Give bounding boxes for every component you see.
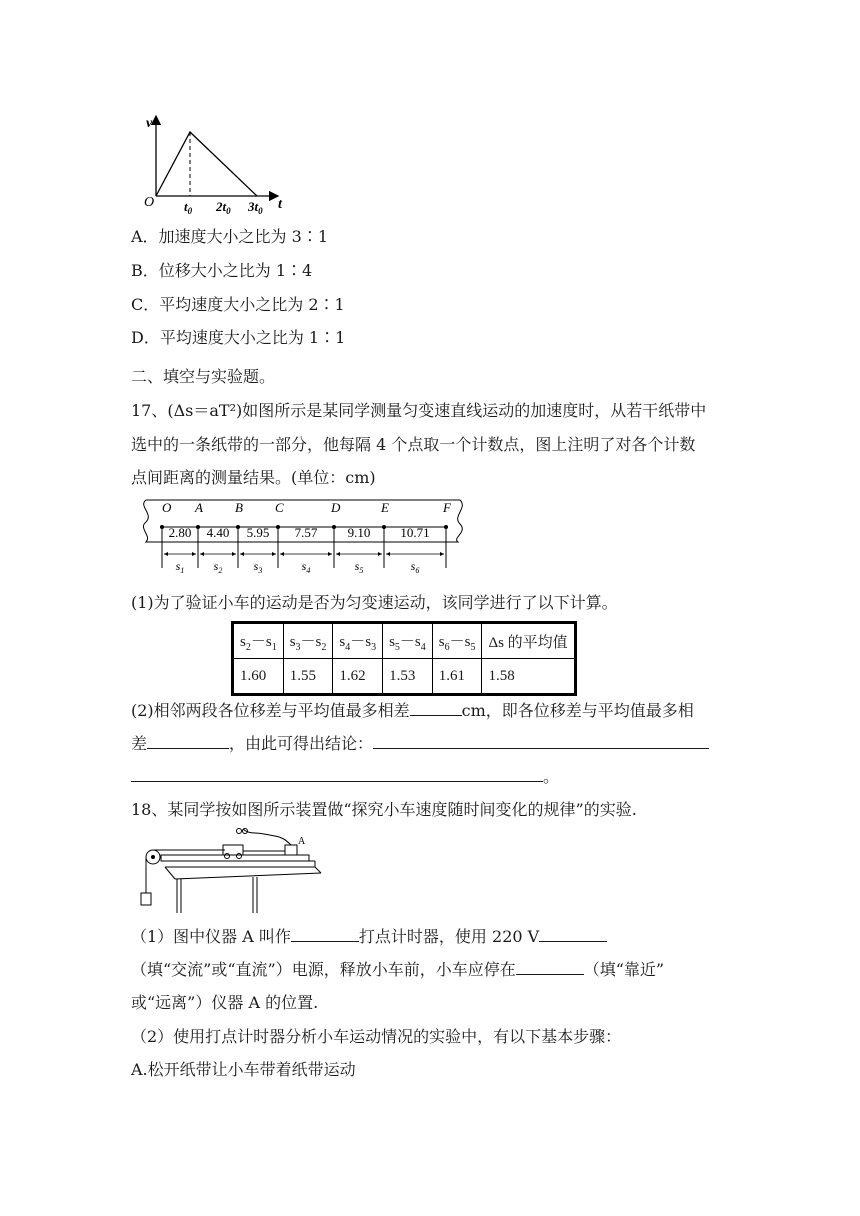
q17-sub2-text-b: cm，即各位移差与平均值最多相 — [461, 701, 694, 720]
hanging-weight — [141, 893, 151, 905]
q18-p1-line1 — [131, 926, 607, 948]
q17-line2: 选中的一条纸带的一部分，他每隔 4 个点取一个计数点，图上注明了对各个计数 — [131, 435, 696, 454]
arrow-head — [280, 552, 284, 556]
option-a: A．加速度大小之比为 3∶1 — [131, 227, 329, 246]
v-label: v — [146, 116, 153, 131]
option-b: B．位移大小之比为 1∶4 — [131, 261, 313, 280]
arrow-head — [232, 552, 236, 556]
point-label-d: D — [331, 500, 341, 515]
table-header-row — [233, 623, 576, 659]
arrow-head — [192, 552, 196, 556]
answer-blank-position[interactable] — [516, 960, 584, 975]
option-d: D．平均速度大小之比为 1∶1 — [131, 328, 346, 347]
q18-p1-text-a: （1）图中仪器 A 叫作 — [131, 927, 291, 946]
q18-p1-text-b: 打点计时器，使用 220 V — [358, 927, 540, 946]
track — [161, 855, 309, 861]
instrument-label: A — [298, 836, 306, 847]
segment-label-s1: $s_1$ — [175, 559, 185, 574]
q17-sub2-line1 — [131, 700, 694, 722]
value-cell: 1.55 — [283, 659, 333, 695]
arrow-head — [336, 552, 340, 556]
segment-label-s5: $s_5$ — [354, 559, 364, 574]
distance-label: 9.10 — [347, 525, 371, 540]
q17-sub2-line3 — [131, 766, 559, 788]
tick-3t0: $3t_0$ — [248, 199, 263, 214]
value-cell: 1.61 — [432, 659, 482, 695]
segment-label-s4: $s_4$ — [301, 559, 311, 574]
q17-sub2-text-d: ，由此可得出结论： — [229, 734, 374, 753]
q18-p2: （2）使用打点计时器分析小车运动情况的实验中，有以下基本步骤： — [131, 1027, 622, 1046]
q18-step-a: A.松开纸带让小车带着纸带运动 — [131, 1060, 356, 1079]
arrow-head — [240, 552, 244, 556]
point-label-o: O — [162, 500, 172, 515]
paper-tape-diagram — [140, 496, 470, 574]
q18-line1: 18、某同学按如图所示装置做“探究小车速度随时间变化的规律”的实验. — [131, 800, 637, 819]
arrow-head — [272, 552, 276, 556]
arrow-head — [164, 552, 168, 556]
segment-label-s3: $s_3$ — [253, 559, 263, 574]
q18-p1-text-c: （填“交流”或“直流”）电源，释放小车前，小车应停在 — [131, 960, 516, 979]
header-cell: $s_6-s_5$ — [432, 623, 482, 659]
t-label: t — [278, 197, 282, 212]
answer-blank-instrument[interactable] — [291, 927, 359, 942]
arrow-head — [200, 552, 204, 556]
header-cell: $s_3-s_2$ — [283, 623, 333, 659]
q18-p1-line2 — [131, 959, 664, 981]
answer-blank-conclusion-2[interactable] — [131, 767, 543, 782]
answer-blank-conclusion[interactable] — [373, 734, 709, 749]
arrow-head — [386, 552, 390, 556]
q17-sub2-end: 。 — [543, 767, 560, 786]
value-cell: 1.62 — [333, 659, 383, 695]
header-cell: $s_4-s_3$ — [333, 623, 383, 659]
point-label-e: E — [381, 500, 389, 515]
distance-label: 4.40 — [206, 525, 230, 540]
q17-line3: 点间距离的测量结果。(单位：cm) — [131, 468, 376, 487]
q17-sub2-text-a: (2)相邻两段各位移差与平均值最多相差 — [131, 701, 410, 720]
calc-table — [231, 621, 577, 696]
tick-2t0: $2t_0$ — [216, 199, 231, 214]
arrow-head — [378, 552, 382, 556]
segment-label-s6: $s_6$ — [410, 559, 420, 574]
velocity-line — [156, 132, 257, 196]
value-cell: 1.60 — [233, 659, 284, 695]
table-value-row — [233, 659, 576, 695]
answer-blank-power[interactable] — [539, 927, 607, 942]
timer-cable — [243, 829, 291, 845]
value-cell: 1.53 — [383, 659, 433, 695]
q17-sub1: (1)为了验证小车的运动是否为匀变速运动，该同学进行了以下计算。 — [131, 593, 618, 612]
header-cell: Δs 的平均值 — [482, 623, 575, 659]
vt-graph — [140, 112, 300, 214]
apparatus-diagram — [135, 827, 325, 917]
q18-p1-line3: 或“远离”）仪器 A 的位置. — [131, 993, 319, 1012]
distance-label: 2.80 — [168, 525, 192, 540]
origin-label: O — [144, 195, 155, 210]
distance-label: 10.71 — [400, 525, 430, 540]
q18-p1-text-d: （填“靠近” — [583, 960, 665, 979]
point-label-a: A — [195, 500, 203, 515]
header-cell: $s_5-s_4$ — [383, 623, 433, 659]
answer-blank-1[interactable] — [410, 701, 462, 716]
section-title: 二、填空与实验题。 — [131, 367, 276, 386]
point-label-c: C — [275, 500, 284, 515]
point-label-b: B — [235, 500, 243, 515]
option-c: C．平均速度大小之比为 2∶1 — [131, 295, 345, 314]
segment-label-s2: $s_2$ — [213, 559, 223, 574]
distance-label: 5.95 — [246, 525, 270, 540]
q17-line1: 17、(Δs＝aT²)如图所示是某同学测量匀变速直线运动的加速度时，从若干纸带中 — [131, 401, 707, 420]
arrow-head — [328, 552, 332, 556]
q17-sub2-text-c: 差 — [131, 734, 148, 753]
q17-sub2-line2 — [131, 733, 709, 755]
tick-t0: $t_0$ — [184, 199, 193, 214]
header-cell: $s_2-s_1$ — [233, 623, 284, 659]
timer — [285, 845, 297, 855]
point-label-f: F — [443, 500, 451, 515]
value-cell: 1.58 — [482, 659, 575, 695]
answer-blank-2[interactable] — [147, 734, 229, 749]
distance-label: 7.57 — [294, 525, 318, 540]
arrow-head — [440, 552, 444, 556]
